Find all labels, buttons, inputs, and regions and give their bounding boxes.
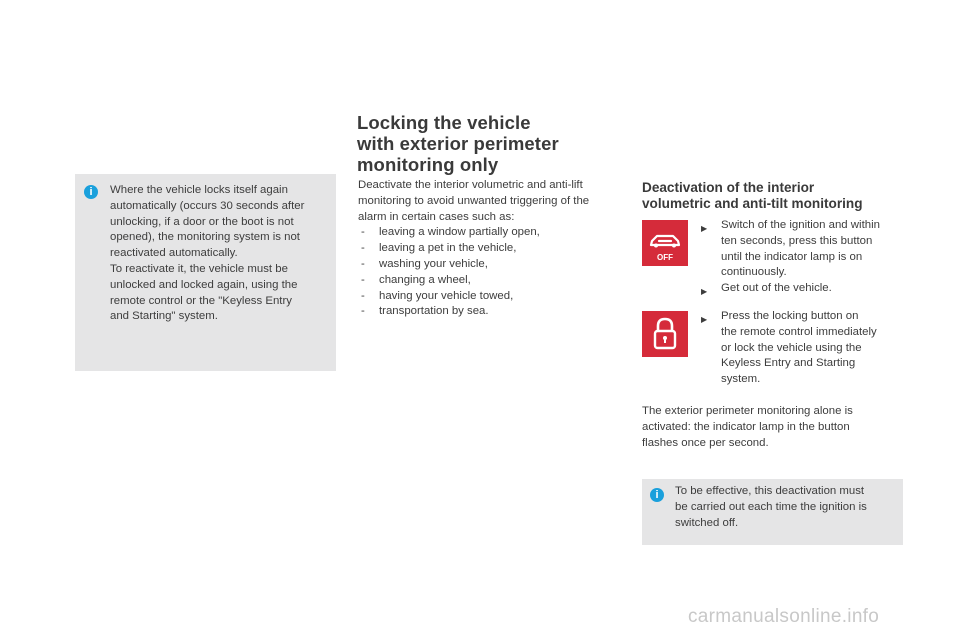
info-left-line: unlocked and locked again, using the <box>110 278 298 291</box>
subtitle-line: Deactivation of the interior <box>642 180 815 195</box>
list-item: - washing your vehicle, <box>358 257 618 273</box>
watermark: carmanualsonline.info <box>688 606 880 627</box>
info-left-line: To reactivate it, the vehicle must be <box>110 262 288 275</box>
list-item: - leaving a window partially open, <box>358 225 618 241</box>
car-alarm-icon <box>642 220 688 266</box>
alarm-off-button-icon <box>642 220 688 266</box>
step-arrow-icon: ▶ <box>701 224 708 233</box>
info-text-left <box>110 183 332 325</box>
lock-icon <box>642 311 688 357</box>
info-left-line: opened), the monitoring system is not <box>110 231 300 244</box>
intro-section <box>358 178 618 320</box>
step-line: Switch of the ignition and within <box>721 219 880 231</box>
result-line: activated: the indicator lamp in the button <box>642 420 850 433</box>
lock-button-icon <box>642 311 688 357</box>
info-right-line: switched off. <box>675 516 739 529</box>
intro-line: alarm in certain cases such as: <box>358 210 515 223</box>
intro-line: monitoring to avoid unwanted triggering of the <box>358 194 590 207</box>
step-item <box>699 281 904 297</box>
step-line: continuously. <box>721 266 787 279</box>
list-item: - changing a wheel, <box>358 273 618 289</box>
step-line: ten seconds, press this button <box>721 234 873 247</box>
info-left-line: and Starting" system. <box>110 310 218 323</box>
title-line: monitoring only <box>357 154 499 175</box>
cases-list <box>358 225 618 320</box>
info-left-line: automatically (occurs 30 seconds after <box>110 199 305 212</box>
off-label: OFF <box>657 253 673 262</box>
result-line: The exterior perimeter monitoring alone is <box>642 405 853 417</box>
step-line: Keyless Entry and Starting <box>721 357 856 370</box>
title-line: with exterior perimeter <box>357 133 559 154</box>
list-item: - leaving a pet in the vehicle, <box>358 241 618 257</box>
list-item: - having your vehicle towed, <box>358 289 618 305</box>
info-box-right <box>642 479 903 545</box>
step-line: until the indicator lamp is on <box>721 250 863 263</box>
result-paragraph <box>642 404 904 451</box>
step-arrow-icon: ▶ <box>701 315 708 324</box>
info-icon: i <box>84 185 98 199</box>
list-item: - transportation by sea. <box>358 304 618 320</box>
info-right-line: be carried out each time the ignition is <box>675 500 867 513</box>
step-line: Press the locking button on <box>721 310 859 322</box>
subtitle-line: volumetric and anti-tilt monitoring <box>642 196 863 211</box>
step-line: or lock the vehicle using the <box>721 341 862 354</box>
info-right-line: To be effective, this deactivation must <box>675 485 865 497</box>
section-subtitle <box>642 180 863 212</box>
intro-line: Deactivate the interior volumetric and anti-lift <box>358 179 583 191</box>
info-left-line: Where the vehicle locks itself again <box>110 184 288 196</box>
info-box-left <box>75 174 336 371</box>
step-line: Get out of the vehicle. <box>721 282 832 295</box>
steps-list-b <box>699 309 904 388</box>
step-item <box>699 218 904 281</box>
page-title <box>357 112 559 175</box>
step-line: system. <box>721 373 761 386</box>
step-arrow-icon: ▶ <box>701 287 708 297</box>
result-line: flashes once per second. <box>642 436 769 449</box>
info-left-line: unlocking, if a door or the boot is not <box>110 215 294 228</box>
steps-list-a <box>699 218 904 297</box>
info-icon: i <box>650 488 664 502</box>
step-item <box>699 309 904 388</box>
title-line: Locking the vehicle <box>357 112 531 133</box>
info-left-line: reactivated automatically. <box>110 247 238 260</box>
step-line: the remote control immediately <box>721 325 877 338</box>
info-left-line: remote control or the "Keyless Entry <box>110 294 292 307</box>
info-text-right <box>675 484 897 531</box>
